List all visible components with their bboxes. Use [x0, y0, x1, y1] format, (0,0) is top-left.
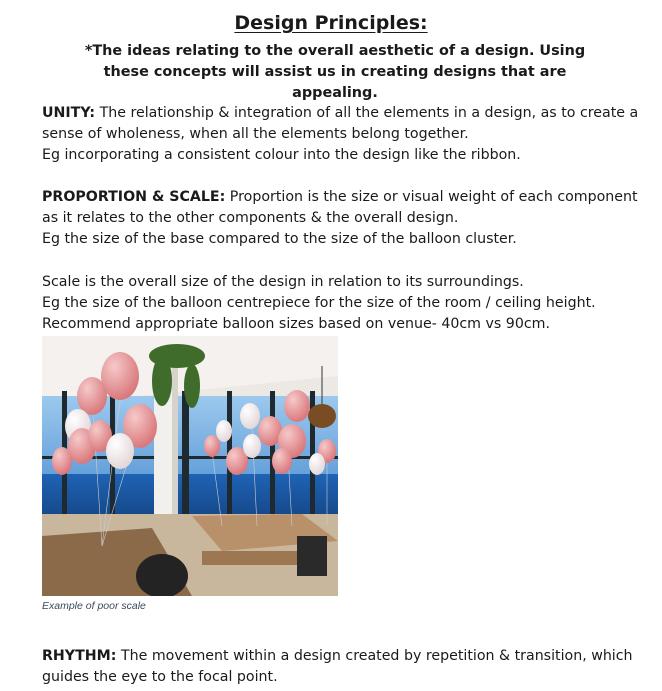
- scale-section: [42, 272, 647, 335]
- unity-section: [42, 103, 647, 166]
- scale-recommendation: Recommend appropriate balloon sizes based on venue- 40cm vs 90cm.: [42, 316, 550, 332]
- rhythm-term: RHYTHM:: [42, 648, 117, 664]
- rhythm-section: [42, 646, 647, 688]
- proportion-definition: Proportion is the size or visual weight of each component as it relates to the other components & the overall design.: [42, 189, 638, 226]
- unity-example: Eg incorporating a consistent colour into the design like the ribbon.: [42, 147, 521, 163]
- scale-example: Eg the size of the balloon centrepiece for the size of the room / ceiling height.: [42, 295, 596, 311]
- unity-definition: The relationship & integration of all the elements in a design, as to create a sense of wholeness, when all the elements belong together.: [42, 105, 639, 142]
- proportion-example: Eg the size of the base compared to the size of the balloon cluster.: [42, 231, 517, 247]
- scale-definition: Scale is the overall size of the design in relation to its surroundings.: [42, 274, 524, 290]
- proportion-term: PROPORTION & SCALE:: [42, 189, 226, 205]
- proportion-section: [42, 187, 647, 250]
- rhythm-definition: The movement within a design created by repetition & transition, which guides the eye to the focal point.: [42, 648, 633, 685]
- page-title: Design Principles:: [234, 12, 428, 34]
- balloon-venue-photo: [42, 336, 338, 596]
- unity-term: UNITY:: [42, 105, 96, 121]
- photo-caption: Example of poor scale: [42, 600, 146, 612]
- page-subtitle: *The ideas relating to the overall aesthetic of a design. Using these concepts will assist us in creating designs that are appealing.: [84, 43, 586, 101]
